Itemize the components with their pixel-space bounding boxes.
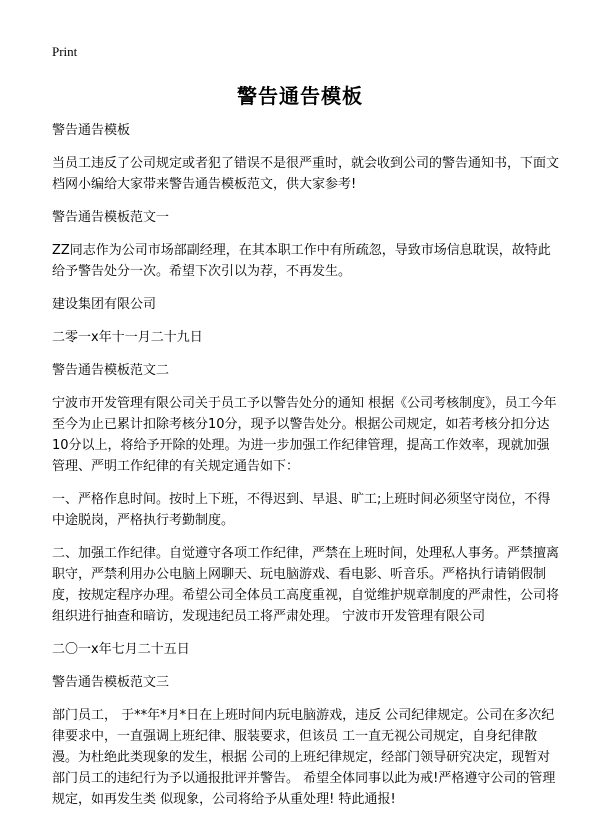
section-heading: 警告通告模板 xyxy=(52,123,131,138)
date-line: 二零一x年十一月二十九日 xyxy=(52,330,203,345)
company-name: 建设集团有限公司 xyxy=(52,297,157,312)
document-body xyxy=(52,120,562,810)
body-paragraph: 一、严格作息时间。按时上下班，不得迟到、早退、旷工;上班时间必须坚守岗位，不得中途脱岗，严格执行考勤制度。 xyxy=(52,492,551,528)
section-heading: 警告通告模板范文二 xyxy=(52,363,170,378)
intro-paragraph: 当员工违反了公司规定或者犯了错误不是很严重时，就会收到公司的警告通知书，下面文档网小编给大家带来警告通告模板范文，供大家参考! xyxy=(52,156,560,192)
section-heading: 警告通告模板范文三 xyxy=(52,675,170,690)
body-paragraph: ZZ同志作为公司市场部副经理，在其本职工作中有所疏忽，导致市场信息耽误，故特此给予警告处分一次。希望下次引以为荐，不再发生。 xyxy=(52,243,551,279)
date-line: 二〇一x年七月二十五日 xyxy=(52,642,190,657)
body-paragraph: 二、加强工作纪律。自觉遵守各项工作纪律，严禁在上班时间，处理私人事务。严禁擅离职守，严禁利用办公电脑上网聊天、玩电脑游戏、看电影、听音乐。严格执行请销假制度，按规定程序办理。希望公司全体员工高度重视，自觉维护规章制度的严肃性，公司将组织进行抽查和暗访，发现违纪员工将严肃处理。 宁波市开发管理有限公司 xyxy=(52,546,560,624)
section-heading: 警告通告模板范文一 xyxy=(52,210,170,225)
document-title: 警告通告模板 xyxy=(237,84,363,108)
body-paragraph: 部门员工， 于**年*月*日在上班时间内玩电脑游戏，违反 公司纪律规定。公司在多次纪律要求中，一直强调上班纪律、服装要求，但该员 工一直无视公司规定，自身纪律散漫。为杜绝此类现象的发生，根据 公司的上班纪律规定，经部门领导研究决定，现暂对部门员工的违纪行为予以通报批评并警告。 希望全体同事以此为戒!严格遵守公司的管理规定，如再发生类 似现象，公司将给予从重处理! 特此通报! xyxy=(52,708,556,807)
print-link[interactable]: Print xyxy=(52,44,78,59)
body-paragraph: 宁波市开发管理有限公司关于员工予以警告处分的通知 根据《公司考核制度》，员工今年至今为止已累计扣除考核分10分，现予以警告处分。根据公司规定，如若考核分扣分达10分以上，将给予开除的处理。为进一步加强工作纪律管理，提高工作效率，现就加强管理、严明工作纪律的有关规定通告如下： xyxy=(52,396,557,474)
